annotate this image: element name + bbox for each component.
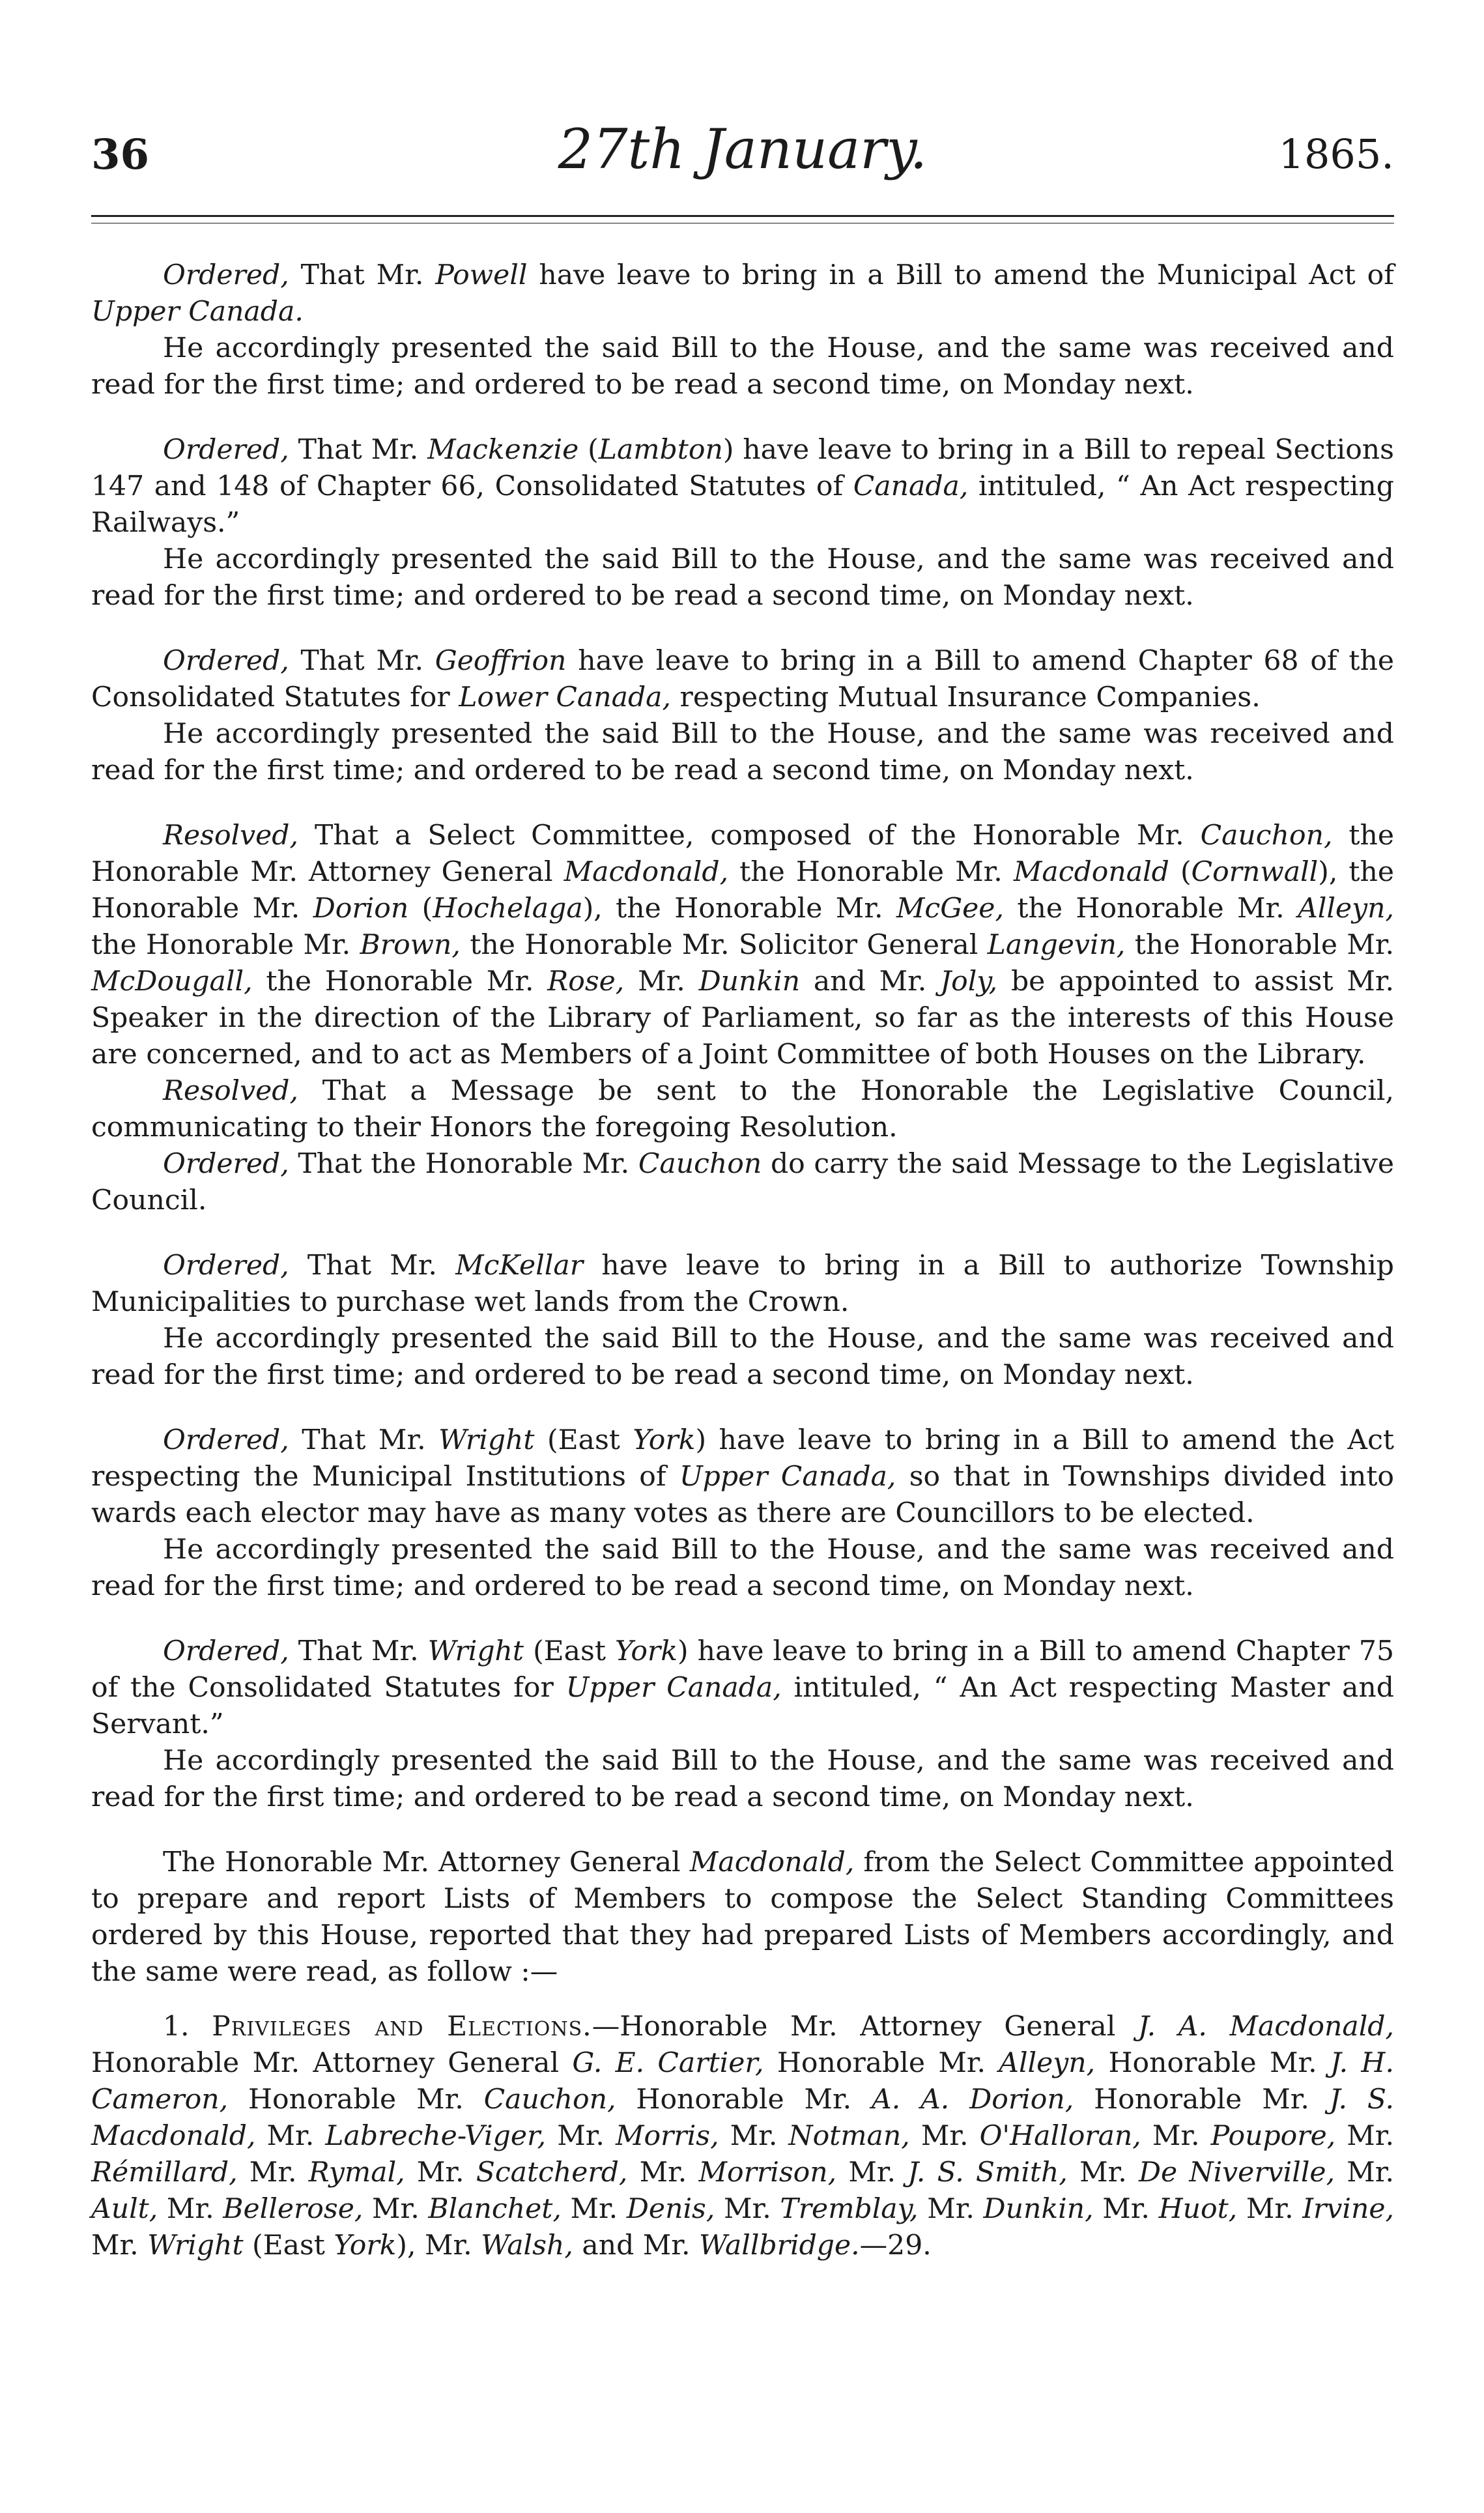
entry-wright-municipal-reading: He accordingly presented the said Bill to the House, and the same was received and read for the first time; and ordered to be read a second time, on Monday next. <box>91 1534 1394 1602</box>
entry-geoffrion-reading: He accordingly presented the said Bill to the House, and the same was received and read for the first time; and ordered to be read a second time, on Monday next. <box>91 718 1394 786</box>
committee-privileges-and-elections: 1. Privileges and Elections.—Honorable Mr. Attorney General J. A. Macdonald, Honorable Mr. Attorney General G. E. Cartier, Honorable Mr. Alleyn, Honorable Mr. J. H. Cameron, Honorable Mr. Cauchon, Honorable Mr. A. A. Dorion, Honorable Mr. J. S. Macdonald, Mr. Labreche-Viger, Mr. Morris, Mr. Notman, Mr. O'Halloran, Mr. Poupore, Mr. Rémillard, Mr. Rymal, Mr. Scatcherd, Mr. Morrison, Mr. J. S. Smith, Mr. De Niverville, Mr. Ault, Mr. Bellerose, Mr. Blanchet, Mr. Denis, Mr. Tremblay, Mr. Dunkin, Mr. Huot, Mr. Irvine, Mr. Wright (East York), Mr. Walsh, and Mr. Wallbridge.—29. <box>91 2011 1395 2262</box>
page-date-heading: 27th January. <box>558 117 928 181</box>
entry-powell-order: Ordered, That Mr. Powell have leave to bring in a Bill to amend the Municipal Act of Upper Canada. <box>91 259 1394 328</box>
header-rule-thick <box>91 215 1394 217</box>
entry-geoffrion-order: Ordered, That Mr. Geoffrion have leave to bring in a Bill to amend Chapter 68 of the Consolidated Statutes for Lower Canada, respecting Mutual Insurance Companies. <box>91 645 1394 713</box>
entry-wright-servant-reading: He accordingly presented the said Bill to the House, and the same was received and read for the first time; and ordered to be read a second time, on Monday next. <box>91 1745 1394 1813</box>
committee-heading: Privileges and Elections. <box>212 2011 592 2043</box>
entry-mckellar-order: Ordered, That Mr. McKellar have leave to bring in a Bill to authorize Township Municipalities to purchase wet lands from the Crown. <box>91 1250 1394 1318</box>
entry-library-committee-resolution: Resolved, That a Select Committee, composed of the Honorable Mr. Cauchon, the Honorable Mr. Attorney General Macdonald, the Honorable Mr. Macdonald (Cornwall), the Honorable Mr. Dorion (Hochelaga), the Honorable Mr. McGee, the Honorable Mr. Alleyn, the Honorable Mr. Brown, the Honorable Mr. Solicitor General Langevin, the Honorable Mr. McDougall, the Honorable Mr. Rose, Mr. Dunkin and Mr. Joly, be appointed to assist Mr. Speaker in the direction of the Library of Parliament, so far as the interests of this House are concerned, and to act as Members of a Joint Committee of both Houses on the Library. <box>91 820 1395 1070</box>
page-number: 36 <box>91 130 150 179</box>
entry-wright-municipal-order: Ordered, That Mr. Wright (East York) have leave to bring in a Bill to amend the Act respecting the Municipal Institutions of Upper Canada, so that in Townships divided into wards each elector may have as many votes as there are Councillors to be elected. <box>91 1424 1395 1529</box>
entry-mckellar-reading: He accordingly presented the said Bill to the House, and the same was received and read for the first time; and ordered to be read a second time, on Monday next. <box>91 1323 1394 1391</box>
journal-body <box>91 257 1394 2264</box>
entry-mackenzie-reading: He accordingly presented the said Bill to the House, and the same was received and read for the first time; and ordered to be read a second time, on Monday next. <box>91 543 1394 612</box>
entry-committee-report: The Honorable Mr. Attorney General Macdonald, from the Select Committee appointed to prepare and report Lists of Members to compose the Select Standing Committees ordered by this House, reported that they had prepared Lists of Members accordingly, and the same were read, as follow :— <box>91 1846 1394 1988</box>
page-year: 1865. <box>1278 130 1394 178</box>
entry-message-resolution: Resolved, That a Message be sent to the Honorable the Legislative Council, communicating to their Honors the foregoing Resolution. <box>91 1075 1394 1143</box>
entry-wright-servant-order: Ordered, That Mr. Wright (East York) have leave to bring in a Bill to amend Chapter 75 of the Consolidated Statutes for Upper Canada, intituled, “ An Act respecting Master and Servant.” <box>91 1635 1395 1740</box>
page-header <box>91 117 1394 208</box>
entry-cauchon-message-order: Ordered, That the Honorable Mr. Cauchon do carry the said Message to the Legislative Council. <box>91 1148 1394 1216</box>
entry-mackenzie-order: Ordered, That Mr. Mackenzie (Lambton) have leave to bring in a Bill to repeal Sections 147 and 148 of Chapter 66, Consolidated Statutes of Canada, intituled, “ An Act respecting Railways.” <box>91 434 1394 539</box>
journal-page <box>91 117 1395 2262</box>
entry-powell-reading: He accordingly presented the said Bill to the House, and the same was received and read for the first time; and ordered to be read a second time, on Monday next. <box>91 332 1394 401</box>
